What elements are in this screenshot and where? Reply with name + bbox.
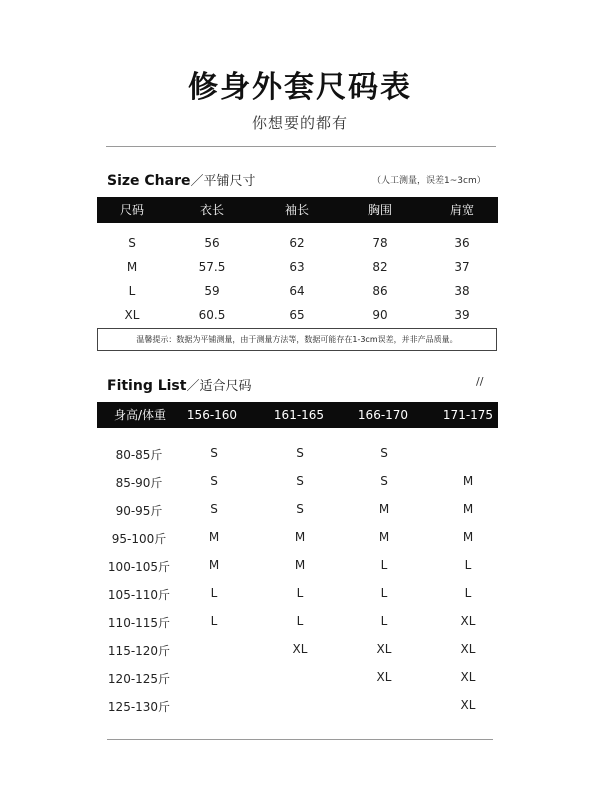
fit-size-cell: L (464, 586, 472, 600)
top-divider (106, 146, 496, 147)
fitting-list-header: 156-160 (186, 408, 238, 422)
fit-size-cell: L (464, 558, 472, 572)
measurement-note: （人工测量，误差1~3cm） (372, 176, 486, 186)
weight-range: 85-90斤 (115, 476, 163, 490)
size-chart-header: 尺码 (119, 203, 144, 217)
size-cell: 36 (454, 236, 470, 250)
size-cell: 78 (372, 236, 388, 250)
page-subtitle: 你想要的都有 (251, 114, 348, 132)
weight-range: 95-100斤 (111, 532, 167, 546)
fit-size-cell: L (380, 558, 388, 572)
size-cell: 82 (372, 260, 388, 274)
size-chart-heading (107, 170, 256, 189)
fit-size-cell: S (380, 446, 388, 460)
fit-size-cell: M (462, 474, 474, 488)
fit-size-cell: XL (460, 642, 476, 656)
size-cell: M (126, 260, 138, 274)
fitting-list-label-en: Fiting List (107, 378, 187, 394)
fit-size-cell: S (296, 474, 304, 488)
fit-size-cell: S (296, 446, 304, 460)
fit-size-cell: M (462, 530, 474, 544)
decorative-slash-mark: // (476, 375, 484, 388)
fitting-list-heading (107, 375, 251, 394)
fit-size-cell: M (294, 530, 306, 544)
size-cell: S (128, 236, 136, 250)
weight-range: 120-125斤 (107, 672, 171, 686)
size-cell: L (128, 284, 136, 298)
fit-size-cell: XL (376, 670, 392, 684)
fit-size-cell: XL (292, 642, 308, 656)
fit-size-cell: XL (460, 614, 476, 628)
size-cell: 90 (372, 308, 388, 322)
size-cell: 86 (372, 284, 388, 298)
fitting-list-header: 161-165 (273, 408, 325, 422)
size-cell: 62 (289, 236, 305, 250)
size-cell: XL (124, 308, 140, 322)
fit-size-cell: L (296, 586, 304, 600)
fit-size-cell: M (378, 530, 390, 544)
size-cell: 60.5 (198, 308, 226, 322)
fit-size-cell: L (210, 614, 218, 628)
size-cell: 63 (289, 260, 305, 274)
fit-size-cell: M (378, 502, 390, 516)
fit-size-cell: XL (376, 642, 392, 656)
size-cell: 38 (454, 284, 470, 298)
fit-size-cell: L (210, 586, 218, 600)
fit-size-cell: S (210, 502, 218, 516)
size-cell: 64 (289, 284, 305, 298)
measurement-tip: 温馨提示：数据为平铺测量，由于测量方法等，数据可能存在1-3cm误差，并非产品质量。 (97, 328, 497, 351)
size-chart-header: 肩宽 (449, 203, 474, 217)
fit-size-cell: S (380, 474, 388, 488)
weight-range: 105-110斤 (107, 588, 171, 602)
fit-size-cell: XL (460, 698, 476, 712)
fit-size-cell: M (294, 558, 306, 572)
fitting-list-header-bar (97, 402, 498, 428)
fit-size-cell: L (380, 614, 388, 628)
size-cell: 59 (204, 284, 220, 298)
fit-size-cell: XL (460, 670, 476, 684)
weight-range: 80-85斤 (115, 448, 163, 462)
fit-size-cell: L (296, 614, 304, 628)
size-chart-header: 衣长 (199, 203, 224, 217)
size-cell: 39 (454, 308, 470, 322)
fit-size-cell: M (208, 530, 220, 544)
size-chart-label-en: Size Chare (107, 173, 191, 189)
weight-range: 100-105斤 (107, 560, 171, 574)
fitting-list-header: 身高/体重 (113, 408, 167, 422)
size-chart-header: 胸围 (367, 203, 392, 217)
page-title: 修身外套尺码表 (188, 70, 412, 105)
size-chart-label-cn: ／平铺尺寸 (190, 174, 256, 189)
size-cell: 56 (204, 236, 220, 250)
fit-size-cell: M (208, 558, 220, 572)
weight-range: 115-120斤 (107, 644, 171, 658)
fit-size-cell: M (462, 502, 474, 516)
size-chart-header: 袖长 (284, 203, 309, 217)
fitting-list-header: 166-170 (357, 408, 409, 422)
fitting-list-header: 171-175 (442, 408, 494, 422)
bottom-divider (107, 739, 493, 740)
size-cell: 65 (289, 308, 305, 322)
size-chart-header-bar (97, 197, 498, 223)
weight-range: 110-115斤 (107, 616, 171, 630)
weight-range: 125-130斤 (107, 700, 171, 714)
fitting-list-label-cn: ／适合尺码 (186, 379, 252, 394)
weight-range: 90-95斤 (115, 504, 163, 518)
size-cell: 37 (454, 260, 470, 274)
fit-size-cell: S (296, 502, 304, 516)
fit-size-cell: S (210, 474, 218, 488)
size-cell: 57.5 (198, 260, 226, 274)
fit-size-cell: S (210, 446, 218, 460)
fit-size-cell: L (380, 586, 388, 600)
